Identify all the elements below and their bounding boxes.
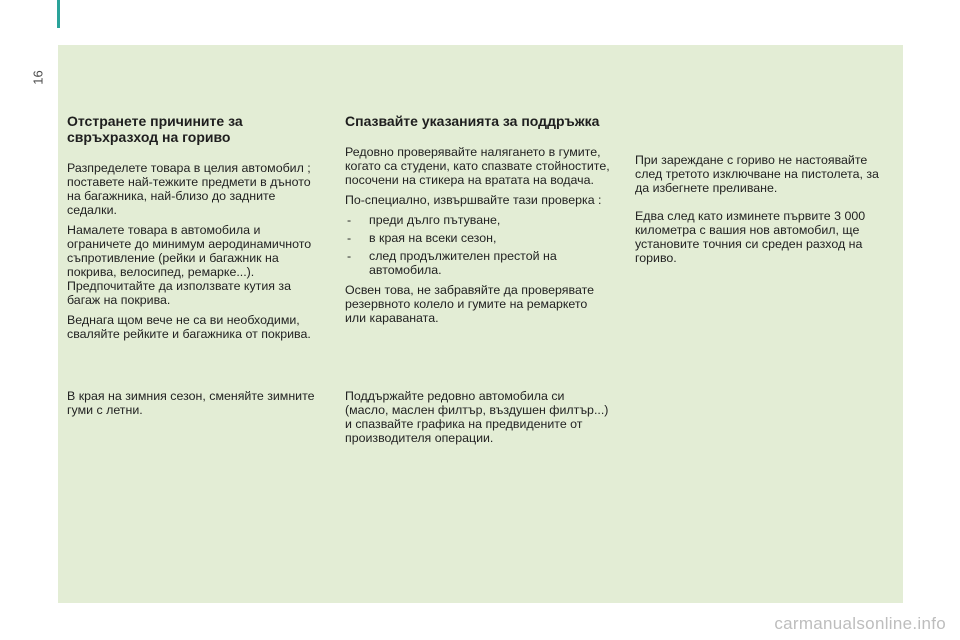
middle-lower-block: [345, 389, 610, 451]
middle-paragraph: По-специално, извършвайте тази проверка :: [345, 193, 602, 207]
middle-lower-paragraph: Поддържайте редовно автомобила си (масло, маслен филтър, въздушен филтър...) и спазвайте графика на предвидените от производителя операции.: [345, 389, 609, 445]
list-item: - в края на всеки сезон,: [345, 231, 610, 245]
middle-paragraph: Освен това, не забравяйте да проверявате резервното колело и гумите на ремаркето или караваната.: [345, 283, 595, 325]
left-paragraph: Веднага щом вече не са ви необходими, сваляйте рейките и багажника от покрива.: [67, 313, 311, 341]
watermark: carmanualsonline.info: [774, 614, 946, 633]
list-item: - преди дълго пътуване,: [345, 213, 610, 227]
middle-paragraph: Редовно проверявайте налягането в гумите, когато са студени, като спазвате стойностите, посочени на стикера на вратата на водача.: [345, 145, 610, 187]
accent-bar: [57, 0, 60, 28]
left-paragraph: Разпределете товара в целия автомобил ; поставете най-тежките предмети в дъното на багажника, най-близо до задните седалки.: [67, 161, 311, 217]
left-column: [67, 113, 317, 347]
middle-heading: Спазвайте указанията за поддръжка: [345, 113, 600, 129]
right-paragraph: При зареждане с гориво не настоявайте след третото изключване на пистолета, за да избегнете преливане.: [635, 153, 879, 195]
content-panel: [58, 45, 903, 603]
middle-column: [345, 113, 610, 331]
page-number: 16: [30, 70, 46, 85]
check-list: [345, 213, 610, 277]
left-paragraph: Намалете товара в автомобила и ограничете до минимум аеродинамичното съпротивление (рейки и багажник на покрива, велосипед, ремарке...). Предпочитайте да използвате кутия за багаж на покрива.: [67, 223, 312, 307]
left-heading: Отстранете причините за свръхразход на гориво: [67, 113, 243, 145]
right-paragraph: Едва след като изминете първите 3 000 километра с вашия нов автомобил, ще установите точния си среден разход на гориво.: [635, 209, 866, 265]
right-column: [635, 153, 890, 271]
left-lower-block: [67, 389, 317, 423]
left-lower-paragraph: В края на зимния сезон, сменяйте зимните гуми с летни.: [67, 389, 315, 417]
list-item: - след продължителен престой на автомобила.: [345, 249, 610, 277]
